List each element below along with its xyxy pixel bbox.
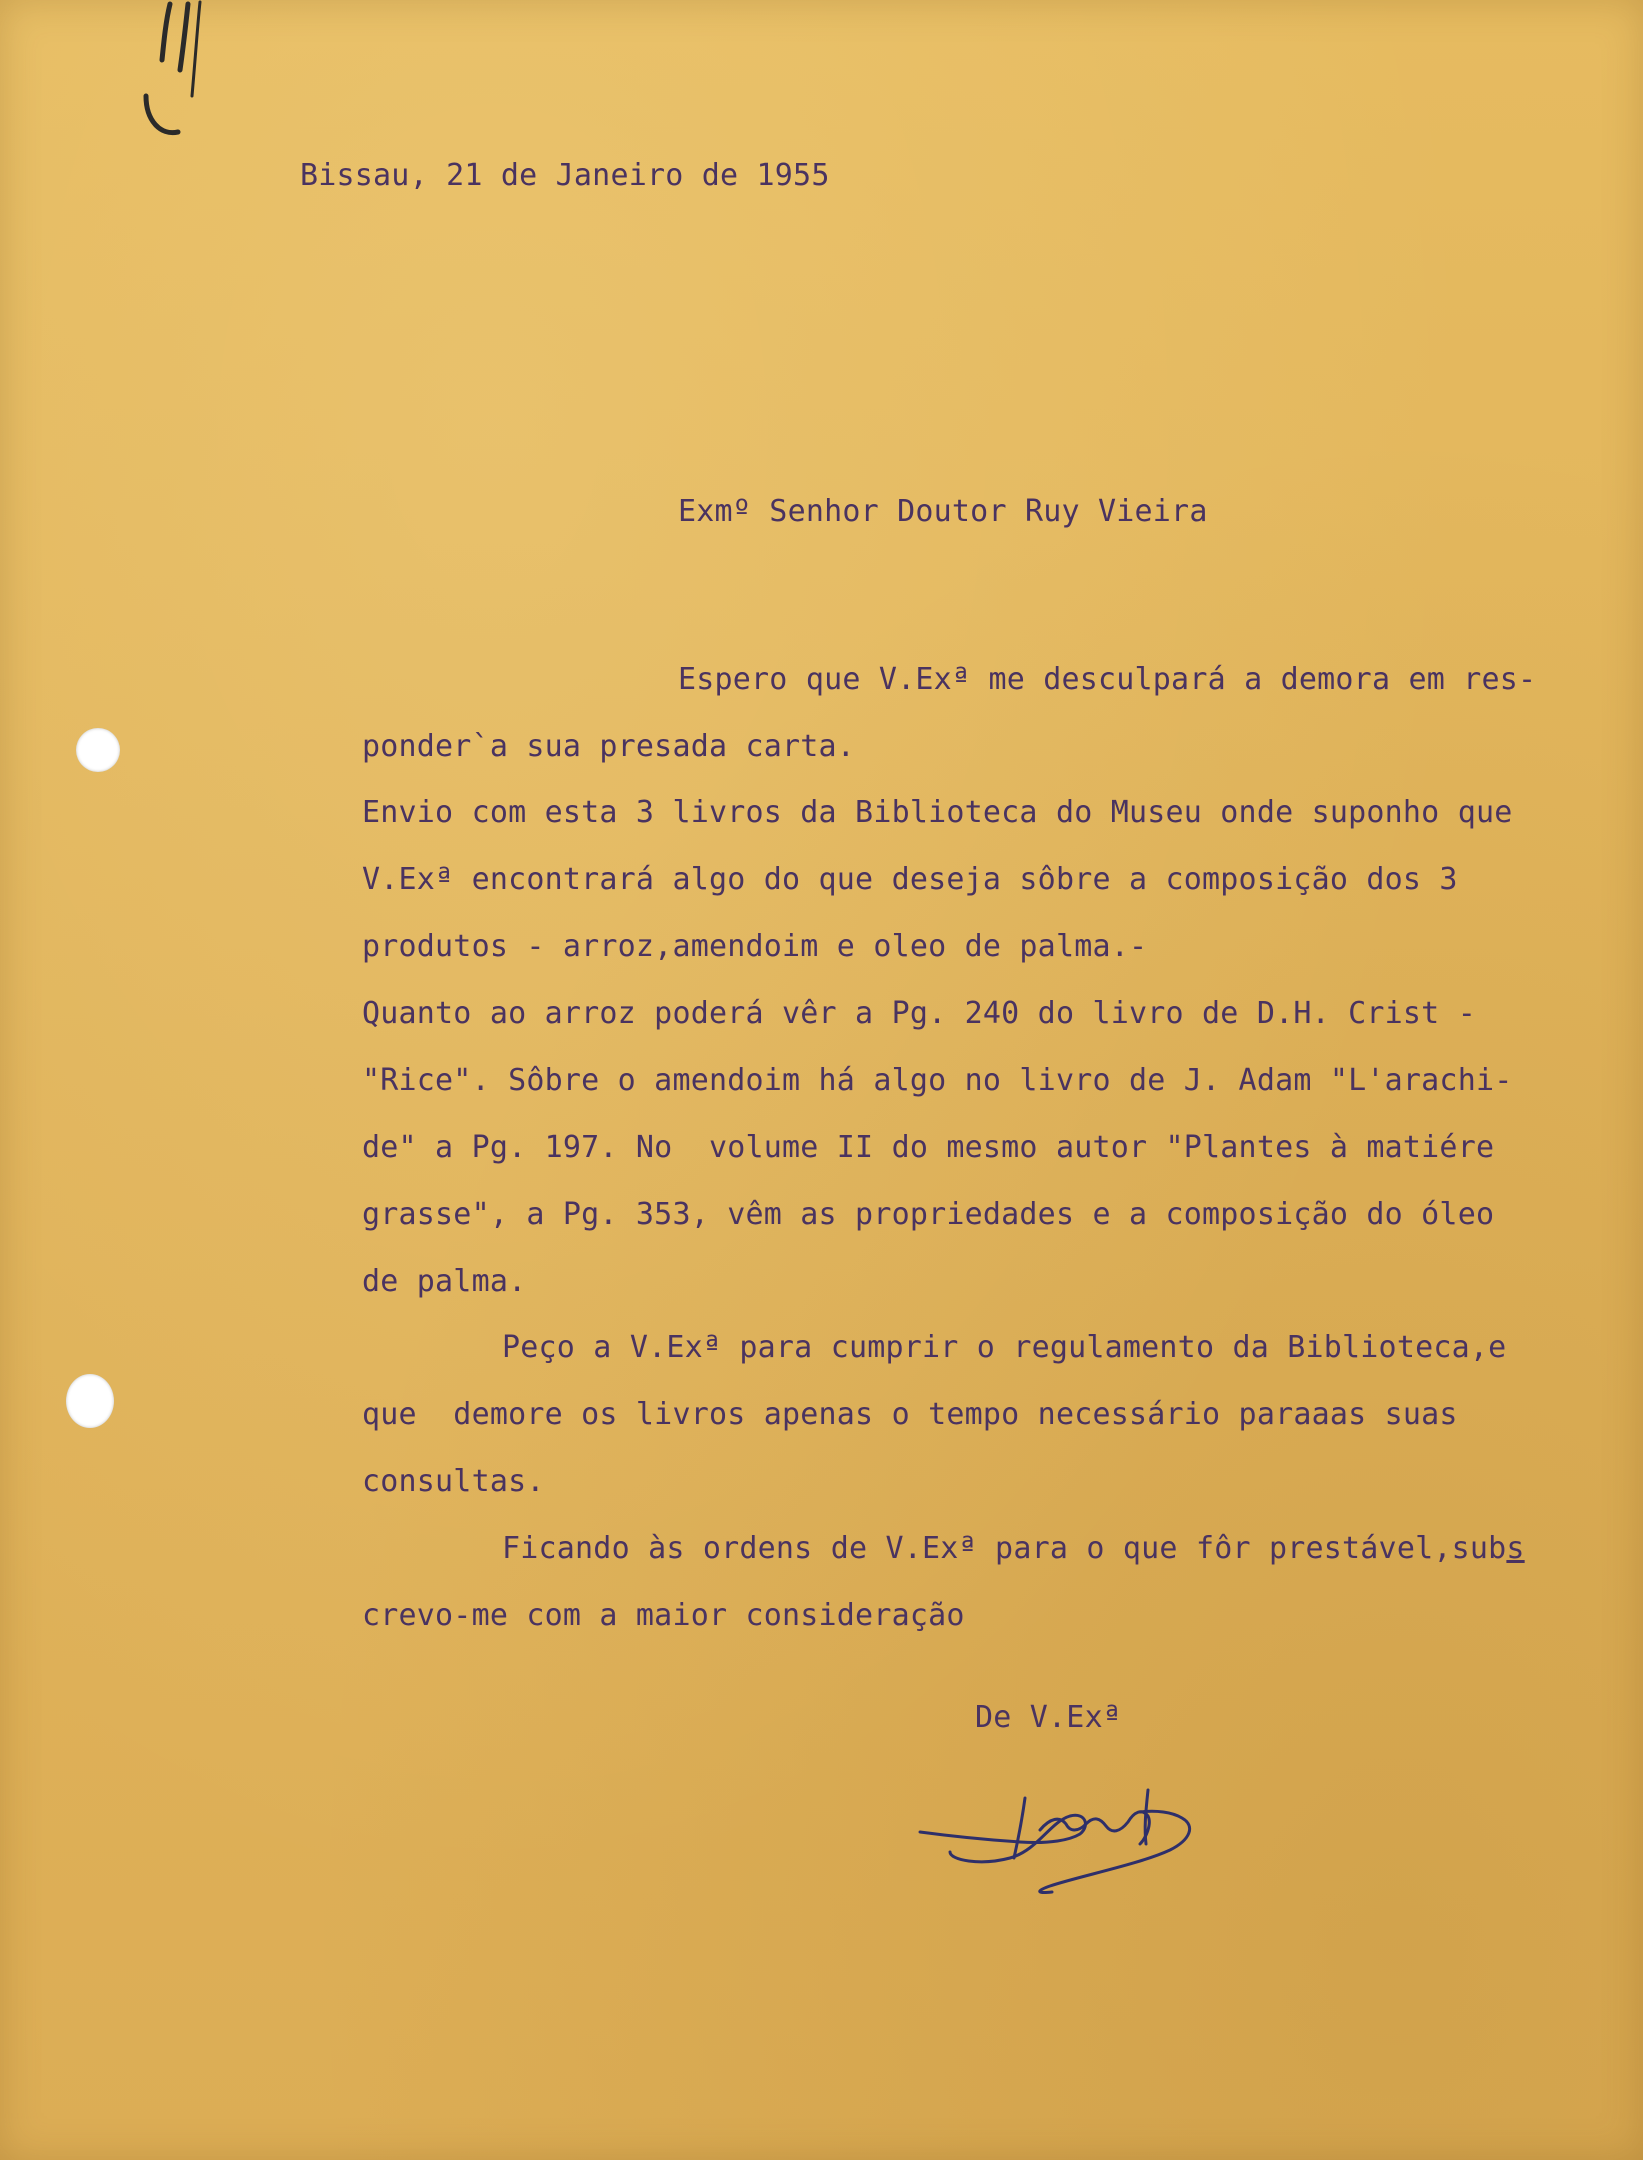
paragraph-2-line-3: consultas. (362, 1464, 545, 1499)
corner-annotation (140, 0, 230, 150)
paragraph-1-line-8: de" a Pg. 197. No volume II do mesmo autor "Plantes à matiére (362, 1130, 1495, 1165)
paragraph-1-line-7: "Rice". Sôbre o amendoim há algo no livro de J. Adam "L'arachi- (362, 1063, 1513, 1098)
paragraph-3-line-1-main: Ficando às ordens de V.Exª para o que fôr prestável,sub (502, 1531, 1507, 1566)
paragraph-1-line-10: de palma. (362, 1264, 527, 1299)
salutation: Exmº Senhor Doutor Ruy Vieira (678, 494, 1208, 529)
paragraph-1-line-1: Espero que V.Exª me desculpará a demora em res- (678, 662, 1537, 697)
place-date: Bissau, 21 de Janeiro de 1955 (300, 158, 830, 193)
punch-hole-upper (76, 728, 120, 772)
closing: De V.Exª (975, 1700, 1122, 1735)
paragraph-3-line-1-tail: s (1506, 1531, 1525, 1566)
paragraph-1-line-6: Quanto ao arroz poderá vêr a Pg. 240 do livro de D.H. Crist - (362, 996, 1476, 1031)
paragraph-3-line-1 (502, 1531, 1525, 1567)
signature (910, 1760, 1230, 1910)
paragraph-1-line-5: produtos - arroz,amendoim e oleo de palma.- (362, 929, 1148, 964)
punch-hole-lower (66, 1374, 114, 1428)
paragraph-1-line-4: V.Exª encontrará algo do que deseja sôbre a composição dos 3 (362, 862, 1458, 897)
paragraph-1-line-3: Envio com esta 3 livros da Biblioteca do Museu onde suponho que (362, 795, 1513, 830)
paragraph-3-line-2: crevo-me com a maior consideração (362, 1598, 965, 1633)
paragraph-2-line-2: que demore os livros apenas o tempo necessário paraaas suas (362, 1397, 1458, 1432)
paragraph-1-line-2: ponder`a sua presada carta. (362, 729, 856, 764)
paragraph-1-line-9: grasse", a Pg. 353, vêm as propriedades e a composição do óleo (362, 1197, 1495, 1232)
paragraph-2-line-1: Peço a V.Exª para cumprir o regulamento da Biblioteca,e (502, 1330, 1507, 1365)
